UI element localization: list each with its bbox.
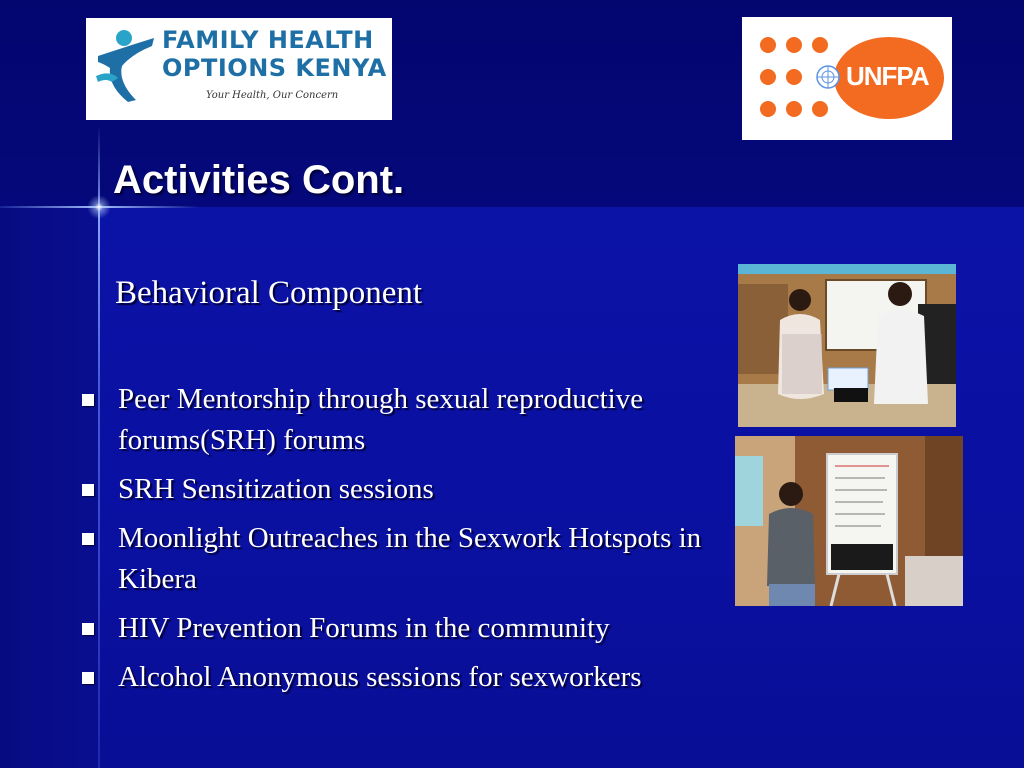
decor-sparkle bbox=[87, 195, 111, 219]
bullet-item bbox=[76, 518, 756, 600]
bullet-text: Moonlight Outreaches in the Sexwork Hotspots in Kibera bbox=[118, 522, 702, 595]
square-bullet-icon bbox=[82, 394, 94, 406]
bullet-item bbox=[76, 379, 756, 461]
unfpa-wordmark: UNFPA bbox=[846, 61, 929, 91]
un-emblem-icon bbox=[816, 65, 840, 89]
fho-tagline: Your Health, Our Concern bbox=[206, 90, 339, 101]
photo-certificate-handover bbox=[738, 264, 956, 427]
unfpa-logo bbox=[742, 17, 952, 140]
bullet-item bbox=[76, 469, 756, 510]
square-bullet-icon bbox=[82, 533, 94, 545]
fho-runner-logo-icon bbox=[92, 26, 162, 106]
photo-flipchart-presentation bbox=[735, 436, 963, 606]
bullet-text: HIV Prevention Forums in the community bbox=[118, 612, 610, 644]
fho-logo bbox=[86, 18, 392, 120]
bullet-text: Alcohol Anonymous sessions for sexworkers bbox=[118, 661, 642, 693]
slide-subtitle: Behavioral Component bbox=[115, 275, 423, 311]
bullet-text: Peer Mentorship through sexual reproductive forums(SRH) forums bbox=[118, 383, 644, 456]
bullet-list bbox=[76, 379, 756, 706]
bullet-text: SRH Sensitization sessions bbox=[118, 473, 434, 505]
bullet-item bbox=[76, 657, 756, 698]
fho-name bbox=[162, 26, 387, 82]
fho-name-line2: OPTIONS KENYA bbox=[162, 54, 387, 82]
square-bullet-icon bbox=[82, 484, 94, 496]
slide-title: Activities Cont. bbox=[113, 158, 405, 202]
bullet-item bbox=[76, 608, 756, 649]
square-bullet-icon bbox=[82, 623, 94, 635]
square-bullet-icon bbox=[82, 672, 94, 684]
fho-name-line1: FAMILY HEALTH bbox=[162, 26, 374, 54]
